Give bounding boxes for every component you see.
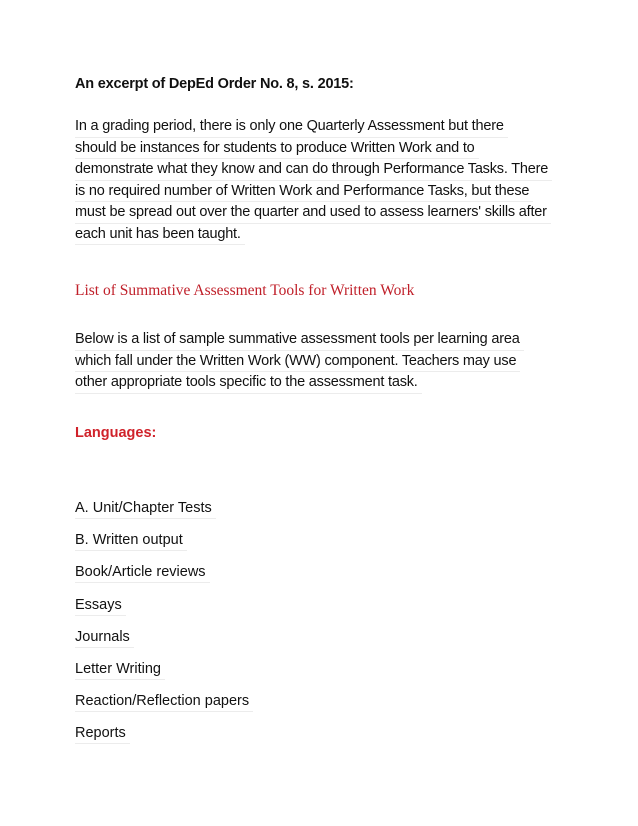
paragraph-line: other appropriate tools specific to the assessment task. xyxy=(75,372,422,394)
list-item: B. Written output xyxy=(75,530,253,562)
excerpt-heading: An excerpt of DepEd Order No. 8, s. 2015: xyxy=(75,76,354,92)
paragraph-line: demonstrate what they know and can do through Performance Tasks. There xyxy=(75,159,552,181)
list-item: Letter Writing xyxy=(75,659,253,691)
paragraph-line: should be instances for students to produce Written Work and to xyxy=(75,138,479,160)
description-paragraph xyxy=(75,329,575,394)
paragraph-line: In a grading period, there is only one Quarterly Assessment but there xyxy=(75,116,508,138)
intro-paragraph xyxy=(75,116,575,245)
section-title: List of Summative Assessment Tools for Written Work xyxy=(75,282,415,299)
paragraph-line: which fall under the Written Work (WW) component. Teachers may use xyxy=(75,351,520,373)
paragraph-line: is no required number of Written Work and Performance Tasks, but these xyxy=(75,181,533,203)
paragraph-line: must be spread out over the quarter and used to assess learners' skills after xyxy=(75,202,551,224)
assessment-tools-list xyxy=(75,498,253,756)
list-item: Reports xyxy=(75,723,253,755)
list-item: A. Unit/Chapter Tests xyxy=(75,498,253,530)
paragraph-line: each unit has been taught. xyxy=(75,224,245,246)
list-item: Book/Article reviews xyxy=(75,562,253,594)
languages-subheading: Languages: xyxy=(75,425,157,441)
paragraph-line: Below is a list of sample summative assessment tools per learning area xyxy=(75,329,524,351)
list-item: Journals xyxy=(75,627,253,659)
list-item: Essays xyxy=(75,595,253,627)
list-item: Reaction/Reflection papers xyxy=(75,691,253,723)
